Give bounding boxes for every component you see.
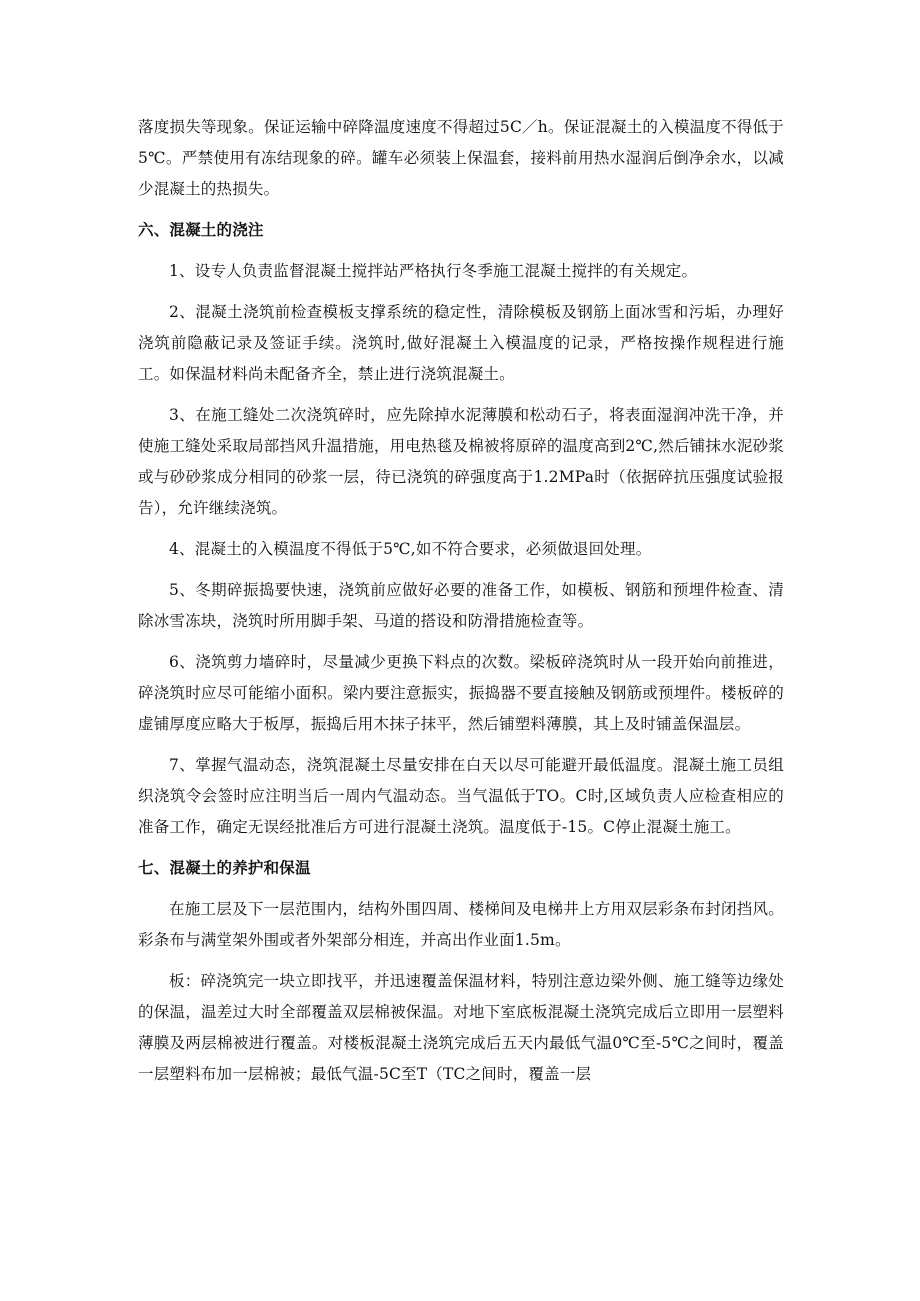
paragraph-continued: 落度损失等现象。保证运输中碎降温度速度不得超过5C／h。保证混凝土的入模温度不得低于5℃。严禁使用有冻结现象的碎。罐车必须装上保温套，接料前用热水湿润后倒净余水，以减少混凝土的热损失。 xyxy=(138,118,784,198)
section-heading-pouring: 六、混凝土的浇注 xyxy=(138,221,264,239)
curing-paragraph-2: 板：碎浇筑完一块立即找平，并迅速覆盖保温材料，特别注意边梁外侧、施工缝等边缘处的保温，温差过大时全部覆盖双层棉被保温。对地下室底板混凝土浇筑完成后立即用一层塑料薄膜及两层棉被进行覆盖。对楼板混凝土浇筑完成后五天内最低气温0℃至-5℃之间时，覆盖一层塑料布加一层棉被；最低气温-5C至T（TC之间时，覆盖一层 xyxy=(138,972,784,1083)
pouring-item-6: 6、浇筑剪力墙碎时，尽量减少更换下料点的次数。梁板碎浇筑时从一段开始向前推进，碎浇筑时应尽可能缩小面积。梁内要注意振实，振捣器不要直接触及钢筋或预埋件。楼板碎的虚铺厚度应略大于板厚，振捣后用木抹子抹平，然后铺塑料薄膜，其上及时铺盖保温层。 xyxy=(138,653,784,733)
pouring-item-5: 5、冬期碎振捣要快速，浇筑前应做好必要的准备工作，如模板、钢筋和预埋件检查、清除冰雪冻块，浇筑时所用脚手架、马道的搭设和防滑措施检查等。 xyxy=(138,581,784,630)
curing-paragraph-1: 在施工层及下一层范围内，结构外围四周、楼梯间及电梯井上方用双层彩条布封闭挡风。彩条布与满堂架外围或者外架部分相连，并高出作业面1.5m。 xyxy=(138,900,784,949)
pouring-item-7: 7、掌握气温动态，浇筑混凝土尽量安排在白天以尽可能避开最低温度。混凝土施工员组织浇筑令会签时应注明当后一周内气温动态。当气温低于TO。C时,区域负责人应检查相应的准备工作，确定无误经批准后方可进行混凝土浇筑。温度低于-15。C停止混凝土施工。 xyxy=(138,756,784,836)
section-heading-curing: 七、混凝土的养护和保温 xyxy=(138,859,311,877)
pouring-item-4: 4、混凝土的入模温度不得低于5℃,如不符合要求，必须做退回处理。 xyxy=(169,540,652,558)
pouring-item-2: 2、混凝土浇筑前检查模板支撑系统的稳定性，清除模板及钢筋上面冰雪和污垢，办理好浇筑前隐蔽记录及签证手续。浇筑时,做好混凝土入模温度的记录，严格按操作规程进行施工。如保温材料尚未配备齐全，禁止进行浇筑混凝土。 xyxy=(138,303,784,383)
pouring-item-1: 1、设专人负责监督混凝土搅拌站严格执行冬季施工混凝土搅拌的有关规定。 xyxy=(169,262,698,280)
pouring-item-3: 3、在施工缝处二次浇筑碎时，应先除掉水泥薄膜和松动石子，将表面湿润冲洗干净，并使施工缝处采取局部挡风升温措施，用电热毯及棉被将原碎的温度高到2℃,然后铺抹水泥砂浆或与砂砂浆成分相同的砂浆一层，待已浇筑的碎强度高于1.2MPa时（依据碎抗压强度试验报告），允许继续浇筑。 xyxy=(138,406,784,517)
document-body xyxy=(138,112,784,1100)
